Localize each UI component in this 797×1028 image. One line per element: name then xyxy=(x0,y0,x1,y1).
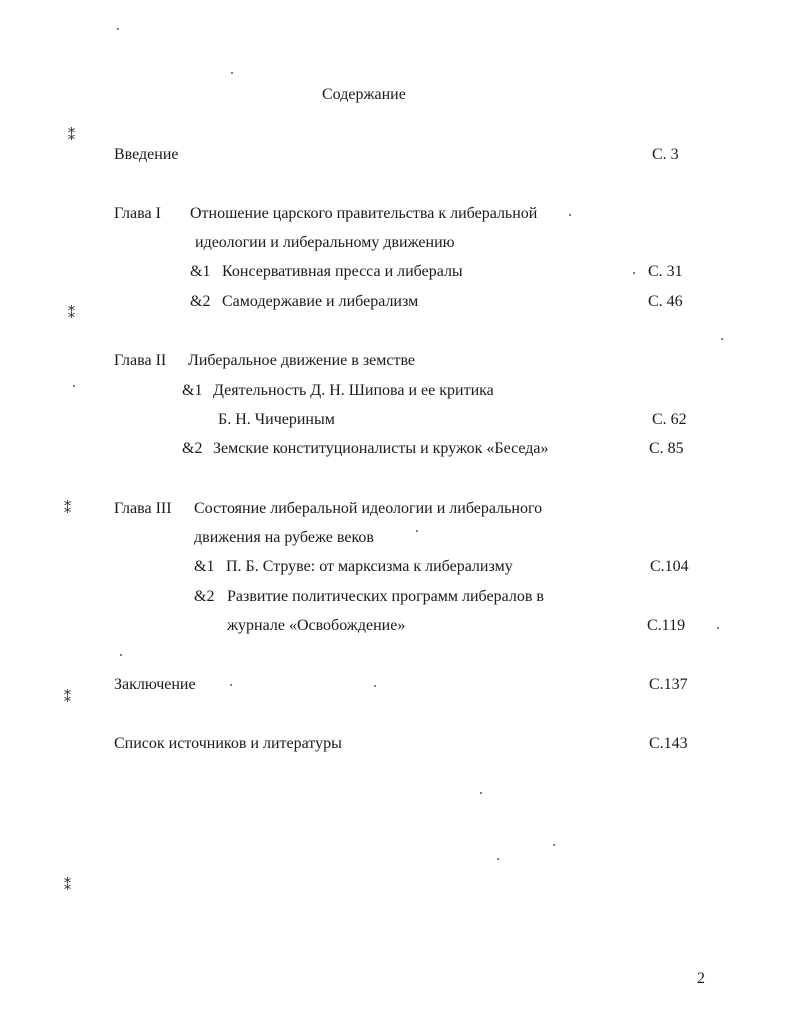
binder-hole-mark: ⁑ xyxy=(64,691,71,706)
toc-sources-label: Список источников и литературы xyxy=(114,735,342,752)
scan-speck xyxy=(231,72,233,74)
chapter3-s2-page: С.119 xyxy=(647,617,686,634)
scan-speck xyxy=(117,28,119,30)
binder-hole-mark: ⁑ xyxy=(64,502,71,517)
chapter1-title-line2: идеологии и либеральному движению xyxy=(195,234,455,251)
page-number: 2 xyxy=(697,970,705,987)
chapter2-label: Глава II xyxy=(114,352,167,369)
binder-hole-mark: ⁑ xyxy=(68,129,75,144)
scan-speck xyxy=(497,858,499,860)
scan-speck xyxy=(717,627,719,629)
chapter1-s2-mark: &2 xyxy=(190,293,211,310)
scan-speck xyxy=(73,385,75,387)
scan-speck xyxy=(374,685,376,687)
toc-sources-page: С.143 xyxy=(649,735,688,752)
chapter3-title-line1: Состояние либеральной идеологии и либерального xyxy=(194,500,543,517)
chapter1-s1-title: Консервативная пресса и либералы xyxy=(222,263,463,280)
chapter1-label: Глава I xyxy=(114,205,161,222)
toc-intro-label: Введение xyxy=(114,146,179,163)
chapter2-s1-mark: &1 xyxy=(182,382,203,399)
chapter3-s1-title: П. Б. Струве: от марксизма к либерализму xyxy=(226,558,513,575)
scan-speck xyxy=(569,214,571,216)
page-title: Содержание xyxy=(322,86,406,103)
chapter2-s1-title-line2: Б. Н. Чичериным xyxy=(218,411,335,428)
chapter3-label: Глава III xyxy=(114,500,172,517)
chapter3-s2-mark: &2 xyxy=(194,588,215,605)
chapter2-s2-mark: &2 xyxy=(182,440,203,457)
chapter3-s2-title-line2: журнале «Освобождение» xyxy=(227,617,406,634)
chapter1-s1-mark: &1 xyxy=(190,263,211,280)
binder-hole-mark: ⁑ xyxy=(68,307,75,322)
chapter3-s2-title-line1: Развитие политических программ либералов в xyxy=(227,588,544,605)
chapter2-s2-title: Земские конституционалисты и кружок «Беседа» xyxy=(213,440,549,457)
chapter3-s1-mark: &1 xyxy=(194,558,215,575)
chapter1-s2-page: С. 46 xyxy=(648,293,683,310)
toc-conclusion-page: С.137 xyxy=(649,676,688,693)
scan-speck xyxy=(721,338,723,340)
scan-speck xyxy=(230,684,232,686)
chapter1-s2-title: Самодержавие и либерализм xyxy=(222,293,419,310)
chapter1-title-line1: Отношение царского правительства к либеральной xyxy=(190,205,538,222)
chapter2-s1-page: С. 62 xyxy=(652,411,687,428)
toc-conclusion-label: Заключение xyxy=(114,676,196,693)
binder-hole-mark: ⁑ xyxy=(64,879,71,894)
chapter2-s2-page: С. 85 xyxy=(649,440,684,457)
toc-intro-page: С. 3 xyxy=(652,146,679,163)
chapter2-title-line1: Либеральное движение в земстве xyxy=(188,352,416,369)
scan-speck xyxy=(416,530,418,532)
scan-speck xyxy=(480,792,482,794)
scan-speck xyxy=(633,272,635,274)
chapter1-s1-page: С. 31 xyxy=(648,263,683,280)
scan-speck xyxy=(553,844,555,846)
chapter2-s1-title-line1: Деятельность Д. Н. Шипова и ее критика xyxy=(213,382,494,399)
chapter3-title-line2: движения на рубеже веков xyxy=(194,529,374,546)
scan-speck xyxy=(120,654,122,656)
chapter3-s1-page: С.104 xyxy=(650,558,689,575)
